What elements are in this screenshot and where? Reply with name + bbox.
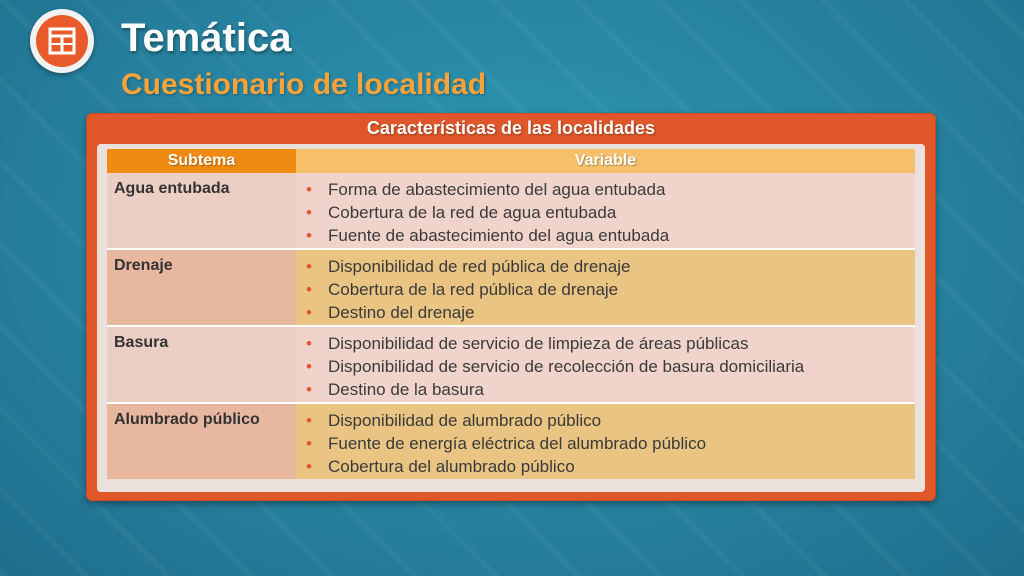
column-header-subtema: Subtema <box>107 149 296 173</box>
list-item <box>306 409 915 432</box>
variable-text: Cobertura de la red de agua entubada <box>328 203 617 222</box>
logo <box>30 9 94 73</box>
characteristics-panel <box>86 113 936 501</box>
variable-list <box>306 178 915 247</box>
variable-text: Destino de la basura <box>328 380 484 399</box>
list-item <box>306 355 915 378</box>
variable-text: Cobertura de la red pública de drenaje <box>328 280 619 299</box>
window-grid-icon <box>47 26 77 56</box>
list-item <box>306 201 915 224</box>
variable-text: Forma de abastecimiento del agua entubada <box>328 180 666 199</box>
characteristics-table <box>107 149 915 479</box>
variable-cell <box>296 327 915 402</box>
panel-title: Características de las localidades <box>366 118 656 138</box>
bullet-icon: • <box>306 180 312 199</box>
table-row-agua-entubada <box>107 173 915 248</box>
variable-list <box>306 332 915 401</box>
list-item <box>306 332 915 355</box>
variable-list <box>306 409 915 478</box>
variable-cell <box>296 173 915 248</box>
variable-text: Disponibilidad de servicio de limpieza de áreas públicas <box>328 334 749 353</box>
list-item <box>306 301 915 324</box>
variable-cell <box>296 404 915 479</box>
bullet-icon: • <box>306 303 312 322</box>
list-item <box>306 178 915 201</box>
bullet-icon: • <box>306 357 312 376</box>
bullet-icon: • <box>306 457 312 476</box>
list-item <box>306 378 915 401</box>
variable-cell <box>296 250 915 325</box>
bullet-icon: • <box>306 257 312 276</box>
list-item <box>306 255 915 278</box>
table-header <box>107 149 915 173</box>
bullet-icon: • <box>306 380 312 399</box>
subtema-cell: Drenaje <box>107 250 296 325</box>
table-row-basura <box>107 325 915 402</box>
variable-text: Fuente de energía eléctrica del alumbrado público <box>328 434 707 453</box>
bullet-icon: • <box>306 226 312 245</box>
logo-badge <box>36 15 88 67</box>
panel-body <box>97 144 925 492</box>
subtema-cell: Alumbrado público <box>107 404 296 479</box>
list-item <box>306 432 915 455</box>
page-subtitle: Cuestionario de localidad <box>121 68 487 101</box>
table-row-alumbrado-publico <box>107 402 915 479</box>
list-item <box>306 455 915 478</box>
variable-text: Disponibilidad de servicio de recolección de basura domiciliaria <box>328 357 805 376</box>
variable-text: Cobertura del alumbrado público <box>328 457 575 476</box>
bullet-icon: • <box>306 434 312 453</box>
column-header-variable: Variable <box>296 149 915 173</box>
bullet-icon: • <box>306 280 312 299</box>
bullet-icon: • <box>306 334 312 353</box>
bullet-icon: • <box>306 411 312 430</box>
variable-text: Destino del drenaje <box>328 303 475 322</box>
page-title: Temática <box>121 16 292 60</box>
variable-list <box>306 255 915 324</box>
variable-text: Disponibilidad de alumbrado público <box>328 411 602 430</box>
variable-text: Fuente de abastecimiento del agua entubada <box>328 226 670 245</box>
list-item <box>306 278 915 301</box>
bullet-icon: • <box>306 203 312 222</box>
subtema-cell: Agua entubada <box>107 173 296 248</box>
subtema-cell: Basura <box>107 327 296 402</box>
variable-text: Disponibilidad de red pública de drenaje <box>328 257 631 276</box>
table-row-drenaje <box>107 248 915 325</box>
list-item <box>306 224 915 247</box>
